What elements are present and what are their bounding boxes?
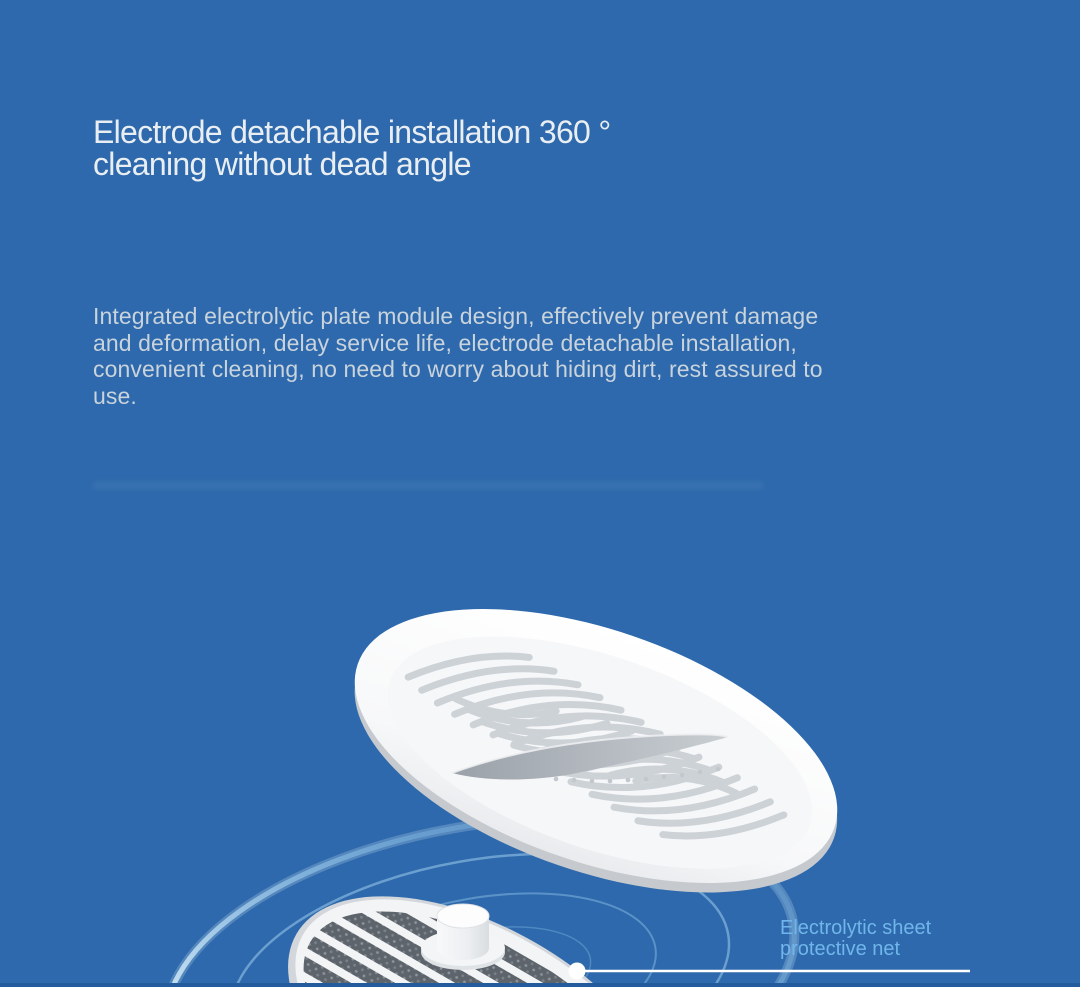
description-line-3: convenient cleaning, no need to worry about hiding dirt, rest assured to <box>93 356 823 382</box>
description-line-1: Integrated electrolytic plate module design, effectively prevent damage <box>93 303 819 329</box>
callout-label-line-1: Electrolytic sheet <box>780 917 932 939</box>
callout-label <box>780 918 931 960</box>
page-section-divider <box>0 983 1080 987</box>
description-line-4: use. <box>93 382 137 409</box>
description-line-2: and deformation, delay service life, electrode detachable installation, <box>93 329 797 356</box>
page-title-line-2: cleaning without dead angle <box>93 146 471 182</box>
description-text <box>93 303 823 409</box>
protective-net-cover-image <box>317 554 875 947</box>
callout <box>569 963 971 980</box>
callout-dot <box>569 963 586 980</box>
callout-label-line-2: protective net <box>780 938 901 960</box>
page-title-line-1: Electrode detachable installation 360 ° <box>93 114 611 150</box>
page-title <box>93 116 610 180</box>
compression-artifact-band <box>92 481 764 490</box>
